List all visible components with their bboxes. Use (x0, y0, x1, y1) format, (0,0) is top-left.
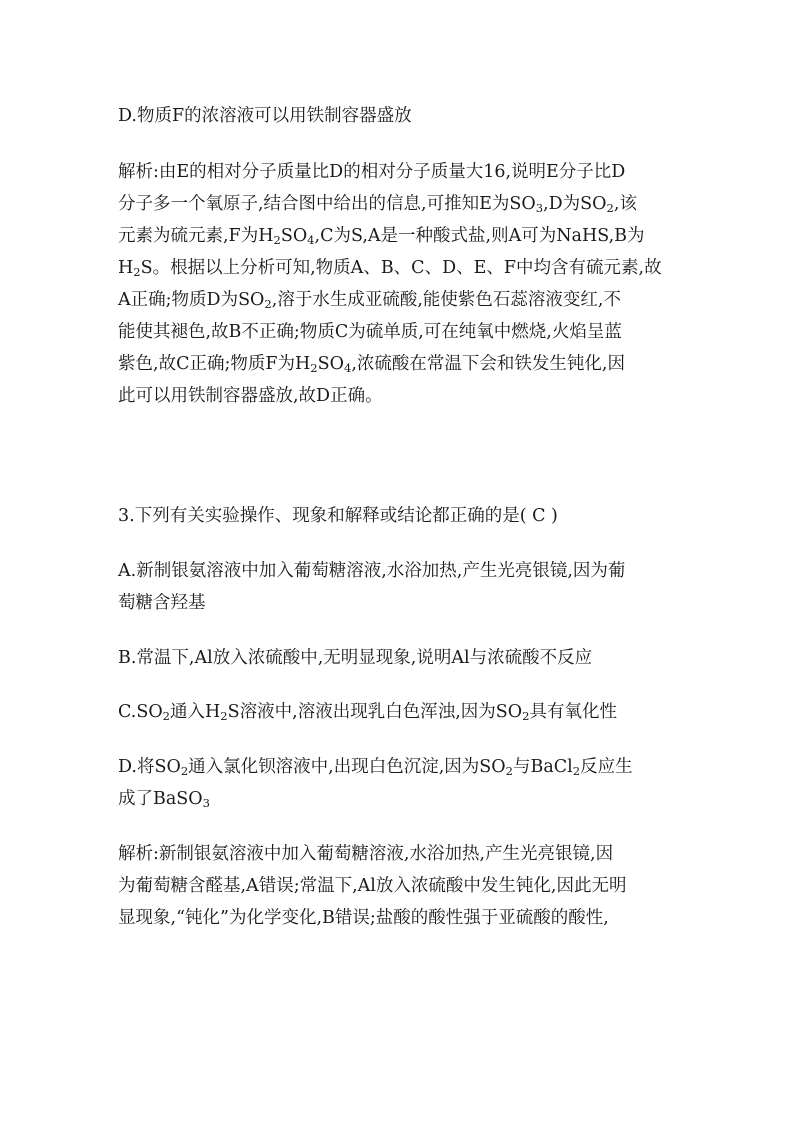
text-run: C.SO (118, 702, 163, 722)
option-d-line (118, 791, 210, 809)
analysis-line: 解析:新制银氨溶液中加入葡萄糖溶液,水浴加热,产生光亮银镜,因 (118, 844, 614, 864)
subscript: 2 (133, 265, 141, 280)
text-run: 具有氧化性 (529, 702, 617, 722)
text-run: S溶液中,溶液出现乳白色浑浊,因为SO (227, 702, 523, 722)
analysis-line (118, 196, 637, 214)
analysis-line (118, 228, 645, 246)
analysis-line (118, 260, 662, 278)
text-run: ,C为S,A是一种酸式盐,则A可为NaHS,B为 (314, 226, 645, 246)
subscript: 3 (535, 201, 544, 216)
analysis-line: 显现象,“钝化”为化学变化,B错误;盐酸的酸性强于亚硫酸的酸性, (118, 908, 609, 928)
question-stem: 3.下列有关实验操作、现象和解释或结论都正确的是( C ) (118, 506, 558, 526)
analysis-line: 解析:由E的相对分子质量比D的相对分子质量大16,说明E分子比D (118, 162, 626, 182)
text-run: ,浓硫酸在常温下会和铁发生钝化,因 (351, 354, 625, 374)
analysis-line (118, 292, 621, 310)
subscript: 3 (202, 796, 210, 811)
subscript: 2 (180, 764, 189, 779)
text-run: 与BaCl (513, 757, 573, 777)
text-run: 紫色,故C正确;物质F为H (118, 354, 311, 374)
text-run: 成了BaSO (118, 789, 203, 809)
text-run: SO (317, 354, 344, 374)
text-run: H (118, 258, 134, 278)
subscript: 2 (572, 764, 581, 779)
text-run: 通入氯化钡溶液中,出现白色沉淀,因为SO (188, 757, 506, 777)
subscript: 2 (162, 709, 171, 724)
analysis-line (118, 356, 625, 374)
subscript: 4 (307, 233, 315, 248)
analysis-line: 能使其褪色,故B不正确;物质C为硫单质,可在纯氧中燃烧,火焰呈蓝 (118, 322, 622, 342)
text-run: ,溶于水生成亚硫酸,能使紫色石蕊溶液变红,不 (271, 290, 621, 310)
text-run: ,该 (613, 194, 637, 214)
subscript: 2 (505, 764, 513, 779)
option-c (118, 704, 617, 722)
text-run: ,D为SO (543, 194, 607, 214)
text-run: S。根据以上分析可知,物质A、B、C、D、E、F中均含有硫元素,故 (140, 258, 662, 278)
subscript: 4 (343, 361, 352, 376)
subscript: 2 (273, 233, 281, 248)
option-d-text: D.物质F的浓溶液可以用铁制容器盛放 (118, 106, 412, 126)
subscript: 2 (264, 297, 272, 312)
subscript: 2 (606, 201, 614, 216)
text-run: A正确;物质D为SO (118, 290, 265, 310)
subscript: 2 (220, 709, 228, 724)
text-run: D.将SO (118, 757, 181, 777)
option-a-line: A.新制银氨溶液中加入葡萄糖溶液,水浴加热,产生光亮银镜,因为葡 (118, 561, 626, 581)
subscript: 2 (522, 709, 530, 724)
analysis-line: 为葡萄糖含醛基,A错误;常温下,Al放入浓硫酸中发生钝化,因此无明 (118, 876, 627, 896)
option-b: B.常温下,Al放入浓硫酸中,无明显现象,说明Al与浓硫酸不反应 (118, 648, 593, 668)
option-a-line: 萄糖含羟基 (118, 593, 206, 613)
subscript: 2 (310, 361, 318, 376)
analysis-line: 此可以用铁制容器盛放,故D正确。 (118, 386, 383, 406)
text-run: 反应生 (580, 757, 633, 777)
text-run: 通入H (170, 702, 221, 722)
text-run: 分子多一个氧原子,结合图中给出的信息,可推知E为SO (118, 194, 536, 214)
text-run: SO (280, 226, 308, 246)
option-d-line (118, 759, 633, 777)
text-run: 元素为硫元素,F为H (118, 226, 274, 246)
